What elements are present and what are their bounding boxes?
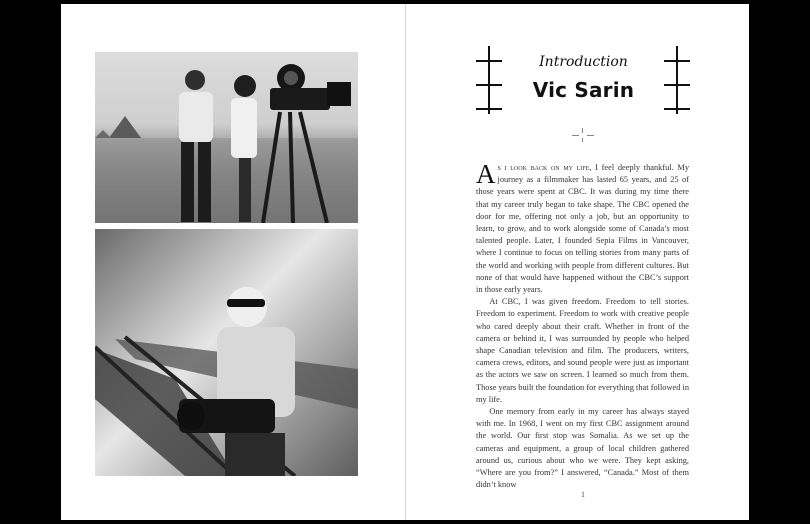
chapter-author: Vic Sarin: [532, 78, 635, 102]
page-number: 1: [581, 490, 585, 499]
lead-in: s i look back on my life,: [497, 163, 592, 172]
paragraph-1: [476, 159, 689, 296]
drop-cap: A: [476, 159, 496, 189]
section-divider-ornament: [572, 128, 594, 142]
photo-filmmaker-with-camera-on-rail: [95, 229, 358, 476]
left-page: [61, 4, 405, 520]
right-page: [406, 4, 749, 520]
chapter-body: [476, 159, 689, 491]
paragraph-2: At CBC, I was given freedom. Freedom to tell stories. Freedom to experiment. Freedom to work with creative people who cared deeply about their craft. Whether in front of the camera or behind it, I was surrounded by people who helped shape Canadian television and film. The producers, writers, camera crews, editors, and sound people were just as important as the actors we saw on screen. I learned so much from them. Those years built the foundation for everything that followed in my life.: [476, 297, 689, 404]
photo-filmmakers-at-pyramids: [95, 52, 358, 223]
paragraph-3: One memory from early in my career has always stayed with me. In 1968, I went on my first CBC assignment around the world. Our first stop was Somalia. As we set up the cameras and equipment, a group of local children gathered around us, curious about who we were. They kept asking, “Where are you from?” I answered, “Canada.” Most of them didn’t know: [476, 407, 689, 490]
chapter-label: Introduction: [539, 54, 628, 70]
paragraph-1-text: I feel deeply thankful. My journey as a filmmaker has lasted 65 years, and 25 of those years were spent at CBC. It was during my time there that my career truly began to take shape. The CBC opened the door for me, offering not only a job, but an opportunity to learn, to grow, and to work alongside some of Canada’s most talented people. Later, I founded Sepia Films in Vancouver, where I continue to focus on telling stories from many parts of the world and working with people from different cultures. But none of that would have happened without the CBC’s support in those early years.: [476, 163, 689, 295]
